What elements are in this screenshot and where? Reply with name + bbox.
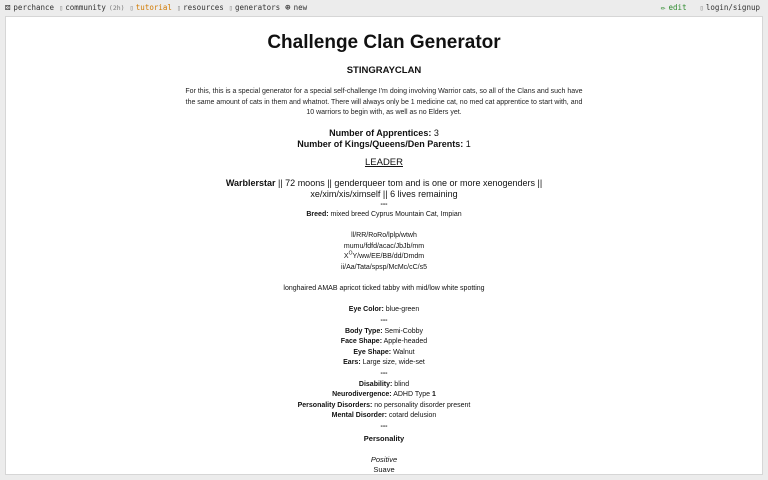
intro-text: For this, this is a special generator for a special self-challenge I'm doing involving Warrior cats, so all of the Clans and such have the same amount of cats in them and whatnot. There will always only be 1 medicine cat, no med cat apprentice to start with, and 10 warriors to begin with, as well as no Elders yet.: [185, 88, 583, 116]
genes-row-3-post: Y/ww/EE/BB/dd/Dmdm: [352, 253, 425, 261]
mental-disorder-value: cotard delusion: [386, 412, 437, 420]
leader-line1: || 72 moons || genderqueer tom and is one or more xenogenders ||: [275, 177, 543, 188]
face-shape-value: Apple-headed: [382, 338, 428, 346]
personality-disorders-label: Personality Disorders:: [297, 401, 373, 409]
eye-color-value: blue-green: [383, 306, 420, 314]
nav-community-count: (2h): [108, 3, 125, 12]
body-type-value: Semi-Cobby: [382, 327, 424, 335]
clan-stats: [6, 128, 762, 150]
eye-shape-label: Eye Shape:: [353, 348, 392, 356]
nav-new-label: new: [293, 3, 308, 12]
login-label: login/signup: [705, 3, 760, 12]
pencil-icon: ✏: [660, 3, 666, 12]
mental-disorder-label: Mental Disorder:: [331, 412, 387, 420]
edit-label: edit: [668, 3, 687, 12]
breed-row: [6, 210, 762, 221]
apprentices-label: Number of Apprentices:: [329, 127, 432, 138]
ears-label: Ears:: [343, 359, 361, 367]
book-icon: ▯: [129, 3, 134, 12]
nav-resources-label: resources: [183, 3, 224, 12]
nav-community[interactable]: [59, 3, 125, 12]
edit-button[interactable]: [661, 3, 687, 12]
nav-home[interactable]: [5, 3, 54, 13]
leader-line2: xe/xim/xis/ximself || 6 lives remaining: [310, 188, 458, 199]
kings-label: Number of Kings/Queens/Den Parents:: [297, 138, 464, 149]
neurodivergence-row: [6, 390, 762, 401]
genes-row-2: mumu/fdfd/acac/JbJb/mm: [343, 242, 425, 250]
eye-shape-row: [6, 348, 762, 359]
disability-row: [6, 380, 762, 391]
face-shape-row: [6, 337, 762, 348]
divider: ---: [380, 200, 388, 208]
eye-color-label: Eye Color:: [348, 306, 384, 314]
mental-disorder-row: [6, 411, 762, 422]
eye-color-row: [6, 305, 762, 316]
chat-icon: ▯: [59, 3, 64, 12]
leader-name: Warblerstar: [225, 177, 276, 188]
nav-community-label: community: [65, 3, 106, 12]
plus-circle-icon: ⊕: [285, 2, 291, 13]
personality-disorders-value: no personality disorder present: [372, 401, 471, 409]
divider: ---: [380, 422, 388, 430]
disability-label: Disability:: [358, 380, 393, 388]
face-shape-label: Face Shape:: [340, 338, 383, 346]
user-icon: ▯: [699, 3, 704, 12]
nav-new[interactable]: [285, 3, 307, 13]
personality-heading: Personality: [363, 433, 405, 443]
breed-value: mixed breed Cyprus Mountain Cat, Impian: [328, 211, 462, 219]
genes-row-3: [6, 252, 762, 263]
positive-traits-label: Positive: [370, 455, 398, 465]
generator-output-panel: [5, 16, 763, 475]
nav-generators-label: generators: [235, 3, 281, 12]
neuro-number: 1: [431, 391, 436, 399]
login-button[interactable]: [700, 3, 760, 12]
dice-icon: ⚄: [5, 2, 11, 13]
clan-name: STINGRAYCLAN: [346, 65, 422, 76]
nav-tutorial-label: tutorial: [135, 3, 172, 12]
genes-row-3-pre: X: [343, 253, 349, 261]
body-type-row: [6, 327, 762, 338]
page-title: Challenge Clan Generator: [267, 32, 501, 53]
body-type-label: Body Type:: [344, 327, 383, 335]
genes-row-1: ll/RR/RoRo/lplp/wtwh: [351, 232, 417, 240]
trait-item: Suave: [373, 465, 395, 475]
neuro-value: ADHD Type: [391, 391, 432, 399]
coat-description: longhaired AMAB apricot ticked tabby with mid/low white spotting: [283, 285, 485, 293]
leader-heading: LEADER: [364, 156, 403, 168]
nav-tutorial[interactable]: [130, 3, 172, 12]
nav-site-label: perchance: [13, 3, 55, 12]
divider: ---: [380, 317, 388, 325]
leader-summary: [6, 178, 762, 200]
nav-generators[interactable]: [229, 3, 280, 12]
genes-row-3-sup: O: [348, 251, 353, 258]
breed-label: Breed:: [306, 211, 329, 219]
divider: ---: [380, 370, 388, 377]
kings-value: 1: [465, 138, 471, 149]
ears-value: Large size, wide-set: [360, 359, 425, 367]
apprentices-value: 3: [433, 127, 439, 138]
disability-value: blind: [392, 380, 410, 388]
grid-icon: ▯: [228, 3, 233, 12]
eye-shape-value: Walnut: [391, 348, 415, 356]
personality-disorders-row: [6, 401, 762, 412]
nav-resources[interactable]: [177, 3, 224, 12]
folder-icon: ▯: [176, 3, 182, 12]
ears-row: [6, 358, 762, 369]
neuro-label: Neurodivergence:: [332, 391, 392, 399]
genes-row-4: ii/Aa/Tata/spsp/McMc/cC/s5: [341, 264, 427, 272]
top-nav-bar: [0, 0, 768, 15]
